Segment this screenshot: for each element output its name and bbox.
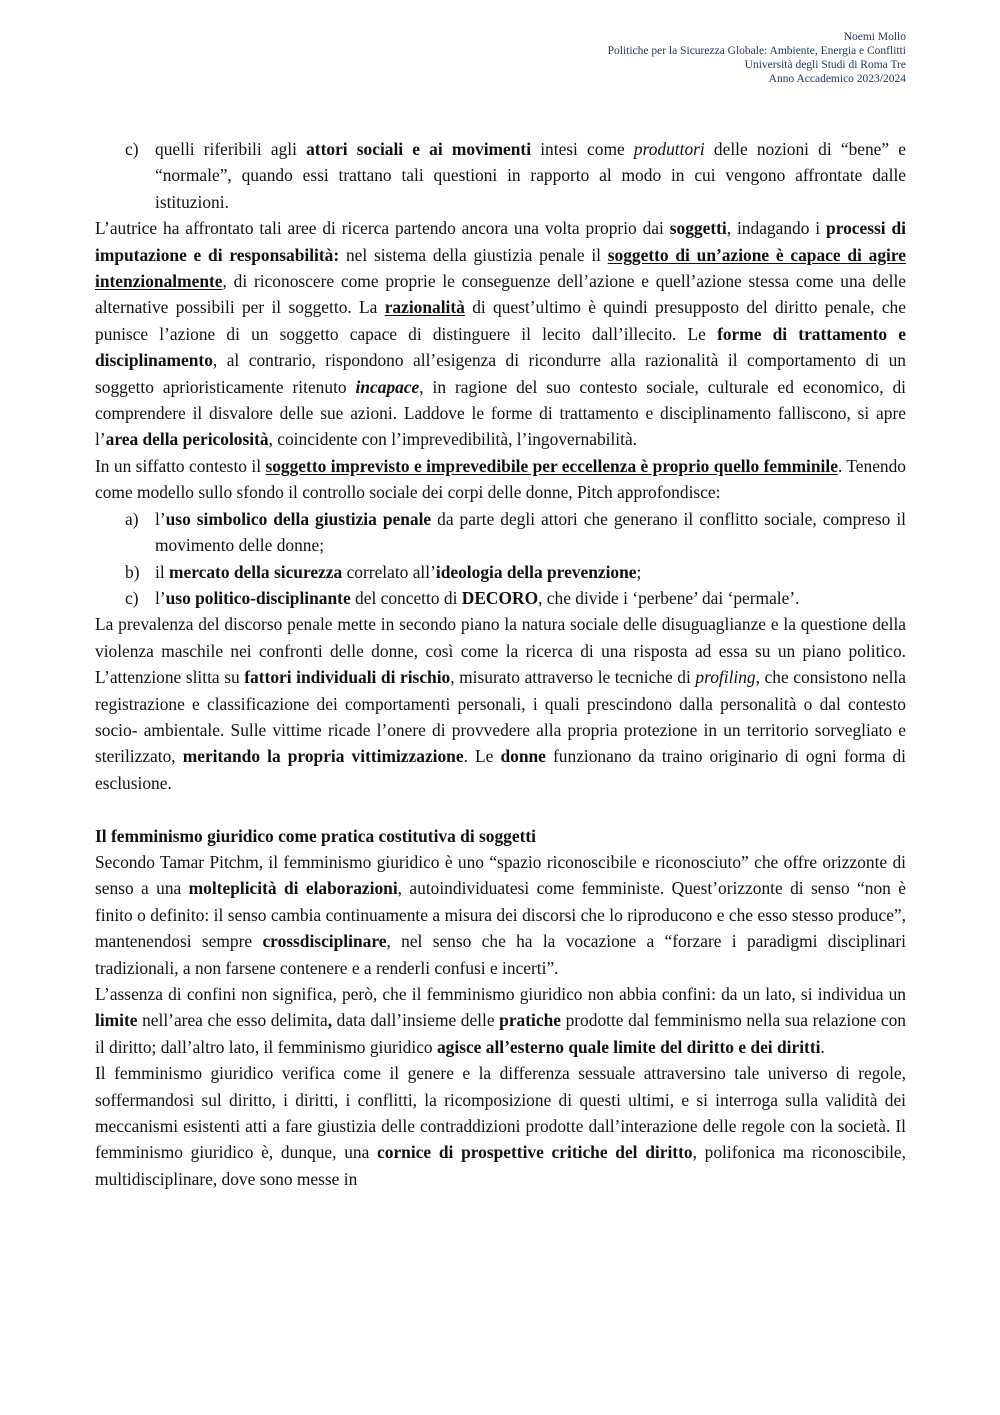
text-run: correlato all’	[342, 561, 436, 582]
list-marker: c)	[125, 139, 139, 159]
document-body	[95, 136, 906, 1192]
paragraph-6	[95, 1060, 906, 1192]
text-run: La prevalenza del discorso penale mette in secondo piano la natura sociale delle disuguaglianze e la questione della violenza maschile nei confronti delle donne, così come la ricerca di una risposta ad essa su un piano politico. L’attenzione slitta su	[95, 614, 906, 688]
list-item-c	[95, 136, 906, 215]
list-pitch-topics	[95, 506, 906, 612]
header-author: Noemi Mollo	[843, 31, 906, 43]
bold-text: ideologia della prevenzione	[435, 561, 637, 582]
italic-text: produttori	[633, 139, 705, 159]
list-item-a	[95, 506, 906, 559]
bold-text: donne	[500, 746, 546, 767]
text-run: L’assenza di confini non significa, però, che il femminismo giuridico non abbia confini: da un lato, si individua un	[95, 983, 906, 1004]
header-year: Anno Accademico 2023/2024	[768, 73, 906, 85]
header-university: Università degli Studi di Roma Tre	[744, 59, 906, 71]
bold-text: area della pericolosità	[105, 429, 269, 450]
text-run: intesi come	[531, 139, 634, 159]
bold-underlined-text: soggetto imprevisto e imprevedibile per eccellenza è proprio quello femminile	[265, 455, 838, 476]
text-run: , autoindividuatesi come femministe. Quest’orizzonte di senso “non è finito o definito: il senso cambia continuamente a misura dei discorsi che lo riproducono e che esso stesso produce”, mantenendosi sempre	[95, 878, 906, 952]
bold-italic-text: incapace	[355, 376, 420, 397]
text-run: , che consistono nella registrazione e classificazione dei comportamenti personali, i quali prescindono dalla personalità o dal contesto socio- ambientale. Sulle vittime ricade l’onere di provvedere alla propria protezione in un territorio sorvegliato e sterilizzato,	[95, 667, 906, 767]
text-run: prodotte dal femminismo nella sua relazione con il diritto; dall’altro lato, il femminismo giuridico	[95, 1010, 906, 1057]
text-run: , di riconoscere come proprie le conseguenze dell’azione e quell’azione stessa come una delle alternative possibili per il soggetto. La	[95, 271, 906, 318]
text-run: , nel senso che ha la vocazione a “forzare i paradigmi disciplinari tradizionali, a non farsene contenere e a renderli confusi e incerti”.	[95, 931, 907, 978]
text-run: , misurato attraverso le tecniche di	[450, 667, 696, 688]
bold-text: pratiche	[499, 1010, 561, 1031]
bold-text: mercato della sicurezza	[169, 561, 343, 582]
bold-text: meritando la propria vittimizzazione	[182, 746, 464, 767]
text-run: del concetto di	[350, 587, 462, 608]
text-run: . Tenendo come modello sullo sfondo il controllo sociale dei corpi delle donne, Pitch approfondisce:	[95, 455, 906, 503]
paragraph-1	[95, 215, 906, 453]
text-run: , che divide i ‘perbene’ dai ‘permale’.	[538, 587, 800, 608]
text-run: .	[820, 1036, 825, 1057]
text-run: , al contrario, rispondono all’esigenza di ricondurre alla razionalità il comportamento di un soggetto aprioristicamente ritenuto	[95, 350, 906, 397]
text-run: l’	[155, 587, 166, 608]
text-run: , polifonica ma riconoscibile, multidisciplinare, dove sono messe in	[95, 1142, 907, 1189]
text-run: da parte degli attori che generano il conflitto sociale, compreso il movimento delle donne;	[155, 508, 906, 556]
list-continued	[95, 136, 906, 215]
bold-text: uso politico-disciplinante	[165, 587, 351, 608]
bold-text: ,	[327, 1010, 333, 1031]
paragraph-5	[95, 981, 906, 1060]
text-run: , indagando i	[726, 218, 827, 239]
text-run: L’autrice ha affrontato tali aree di ricerca partendo ancora una volta proprio dai	[95, 218, 670, 239]
bold-text: fattori individuali di rischio	[244, 667, 451, 688]
bold-text: limite	[95, 1010, 138, 1031]
text-run: delle nozioni di “bene” e “normale”, quando essi trattano tali questioni in rapporto al modo in cui vengono affrontate dalle istituzioni.	[155, 139, 906, 212]
text-run: nell’area che esso delimita	[137, 1010, 328, 1031]
bold-text: cornice di prospettive critiche del diritto	[377, 1142, 693, 1163]
text-run: il	[155, 561, 170, 582]
bold-text: crossdisciplinare	[262, 931, 387, 952]
bold-text: agisce all’esterno quale limite del diritto e dei diritti	[436, 1036, 821, 1057]
paragraph-4	[95, 849, 906, 981]
text-run: data dall’insieme delle	[332, 1010, 500, 1031]
list-marker: b)	[125, 561, 140, 582]
text-run: . Le	[463, 746, 501, 767]
bold-text: forme di trattamento e disciplinamento	[95, 323, 907, 371]
header-course: Politiche per la Sicurezza Globale: Ambiente, Energia e Conflitti	[607, 45, 906, 57]
text-run: quelli riferibili agli	[155, 139, 307, 159]
text-run: funzionano da traino originario di ogni forma di esclusione.	[95, 746, 906, 793]
bold-text: DECORO	[461, 587, 539, 608]
text-run: l’	[155, 508, 166, 529]
list-item-c	[95, 585, 906, 611]
italic-text: profiling	[695, 667, 756, 688]
bold-text: processi di imputazione e di responsabilità:	[95, 218, 906, 265]
list-marker: c)	[125, 587, 139, 608]
page-header	[608, 30, 906, 86]
paragraph-2	[95, 453, 906, 506]
text-run: Il femminismo giuridico verifica come il genere e la differenza sessuale attraversino tale universo di regole, soffermandosi sul diritto, i diritti, i conflitti, la ricomposizione di questi ultimi, e si interroga sulla validità dei meccanismi esistenti atti a fare giustizia delle contraddizioni prodotte dall’interazione delle regole con la società. Il femminismo giuridico è, dunque, una	[95, 1063, 906, 1163]
text-run: ;	[636, 561, 642, 582]
text-run: , in ragione del suo contesto sociale, culturale ed economico, di comprendere il disvalore delle sue azioni. Laddove le forme di trattamento e disciplinamento falliscono, si apre l’	[95, 376, 907, 450]
text-run: nel sistema della giustizia penale il	[339, 244, 608, 265]
text-run: In un siffatto contesto il	[95, 455, 266, 476]
paragraph-3	[95, 611, 906, 796]
bold-text: uso simbolico della giustizia penale	[165, 508, 432, 529]
bold-text: attori sociali e ai movimenti	[306, 139, 532, 159]
bold-underlined-text: soggetto di un’azione è capace di agire intenzionalmente	[95, 244, 906, 292]
list-item-b	[95, 559, 906, 585]
section-heading: Il femminismo giuridico come pratica costitutiva di soggetti	[95, 825, 536, 846]
list-marker: a)	[125, 508, 139, 529]
text-run: , coincidente con l’imprevedibilità, l’ingovernabilità.	[268, 429, 638, 450]
text-run: di quest’ultimo è quindi presupposto del diritto penale, che punisce l’azione di un soggetto capace di distinguere il lecito dall’illecito. Le	[95, 297, 906, 344]
bold-text: soggetti	[669, 218, 727, 239]
text-run: Secondo Tamar Pitchm, il femminismo giuridico è uno “spazio riconoscibile e riconosciuto” che offre orizzonte di senso a una	[95, 851, 906, 899]
bold-underlined-text: razionalità	[384, 297, 465, 318]
bold-text: molteplicità di elaborazioni	[188, 878, 398, 899]
